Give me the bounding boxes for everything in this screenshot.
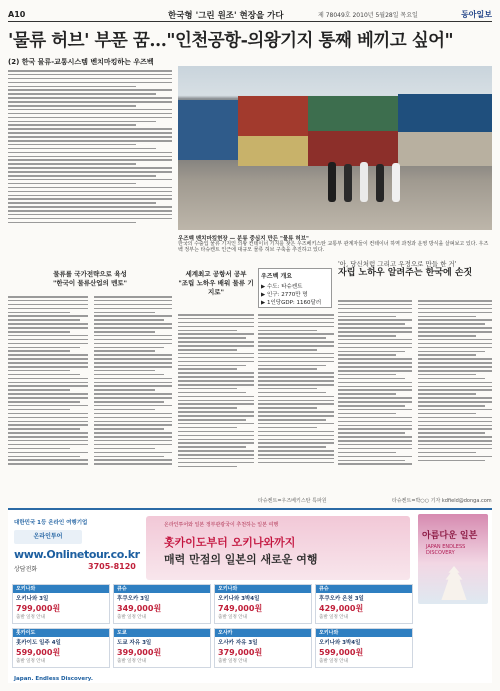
tour-note: 출발 일정 안내 [319,659,348,664]
tour-price: 349,000원 [117,604,162,613]
castle-illustration [440,566,468,600]
pull-quote-lead: '아, 당신처럼 그리고 우정으로 만들 한 거' [338,260,457,268]
byline-right: 타슈켄트=박○○ 기자 kdfield@donga.com [392,498,492,504]
ad-phone-label: 상담전화 [14,566,38,573]
ad-hero-subtitle: 매력 만점의 일본의 새로운 여행 [164,553,318,566]
tour-name: 오키나와 3일 [16,596,49,602]
section-subhead: 물류를 국가전략으로 육성 "한국이 물류산업의 멘토" [52,270,128,287]
ad-hero-tagline: 온라인투어와 일본 정부관광국이 추천하는 일본 여행 [164,522,279,528]
byline-left: 타슈켄트=우즈베키스탄 특파원 [258,498,327,504]
tour-note: 출발 일정 안내 [319,615,348,620]
ad-website-link[interactable]: www.Onlinetour.co.kr [14,548,140,561]
issue-date: 제 78049호 2010년 5월28일 목요일 [318,12,418,19]
tour-tile[interactable] [214,584,312,624]
article-photo [178,66,492,230]
tour-tile[interactable] [113,584,211,624]
pull-quote-title: 자립 노하우 알려주는 한국에 손짓 [338,268,473,279]
ad-slogan: 대한민국 1등 온라인 여행기업 [14,520,88,526]
ad-phone-number: 3705-8120 [88,562,136,571]
tour-name: 도쿄 자유 3일 [117,640,152,646]
body-text-col-1 [8,70,172,226]
country-info-box [258,268,332,308]
tour-name: 홋카이도 일주 4일 [16,640,61,646]
tour-tile[interactable] [315,628,413,668]
article-subtitle: (2) 한국 물류-교통시스템 벤치마킹하는 우즈벡 [8,58,154,66]
info-box-line: ▶ 수도: 타슈켄트 [261,284,303,290]
tour-note: 출발 일정 안내 [117,615,146,620]
ad-hero-banner [146,516,410,580]
tour-price: 799,000원 [16,604,61,613]
tour-name: 오사카 자유 3일 [218,640,258,646]
tour-region: 큐슈 [316,585,412,593]
tour-region: 오키나와 [215,585,311,593]
tour-note: 출발 일정 안내 [218,615,247,620]
info-box-line: ▶ 1인당GDP: 1160달러 [261,300,322,306]
body-text-col-6 [338,300,412,467]
tour-note: 출발 일정 안내 [16,615,45,620]
ad-side-subtitle: JAPAN ENDLESS DISCOVERY [426,544,466,556]
body-text-col-2 [8,296,88,467]
tour-tile[interactable] [12,584,110,624]
tour-note: 출발 일정 안내 [117,659,146,664]
tour-region: 홋카이도 [13,629,109,637]
body-text-col-3 [94,296,172,467]
tour-price: 599,000원 [16,648,61,657]
pull-quote [338,260,492,280]
ad-footer: Japan. Endless Discovery. [14,676,93,682]
ad-logo: 온라인투어 [14,530,82,544]
publication-name: 동아일보 [461,10,492,19]
travel-advertisement[interactable] [8,508,492,683]
tour-region: 큐슈 [114,585,210,593]
page-number: A10 [8,10,26,19]
tour-name: 후쿠오카 온천 3일 [319,596,364,602]
tour-region: 오키나와 [316,629,412,637]
tour-note: 출발 일정 안내 [16,659,45,664]
photo-caption-title: 우즈벡 벤치마킹현장 — 분류 중심지 만든 "물류 허브" [178,236,309,242]
tour-price: 429,000원 [319,604,364,613]
ad-hero-title: 홋카이도부터 오키나와까지 [164,536,296,549]
section-title: 한국형 '그린 원조' 현장을 가다 [168,11,284,21]
body-text-col-4 [178,314,254,470]
ad-side-panel [418,514,488,604]
article-headline: '물류 허브' 부푼 꿈…"인천공항-의왕기지 통째 베끼고 싶어" [8,31,454,51]
tour-price: 399,000원 [117,648,162,657]
body-text-col-7 [418,300,492,463]
tour-tile[interactable] [12,628,110,668]
tour-price: 749,000원 [218,604,263,613]
page-header [8,8,492,22]
tour-note: 출발 일정 안내 [218,659,247,664]
ad-side-title: 아름다운 일본 [422,531,478,541]
tour-region: 도쿄 [114,629,210,637]
tour-tile[interactable] [214,628,312,668]
tour-name: 오키나와 3박4일 [319,640,361,646]
tour-region: 오키나와 [13,585,109,593]
tour-tile[interactable] [113,628,211,668]
info-box-line: ▶ 인구: 2770만 명 [261,292,308,298]
tour-name: 후쿠오카 3일 [117,596,150,602]
info-box-title: 우즈벡 개요 [261,273,293,280]
tour-name: 오키나와 3박4일 [218,596,260,602]
tour-tile[interactable] [315,584,413,624]
tour-region: 오사카 [215,629,311,637]
tour-price: 599,000원 [319,648,364,657]
body-text-col-5 [258,314,334,466]
photo-caption: 한국의 수출입 물류 기지인 의왕 컨테이너 기지를 찾은 우즈베키스탄 교통부 관계자들이 컨테이너 하역 과정과 운영 방식을 살펴보고 있다. 우즈벡 정부는 타슈켄트 인근에 대규모 물류 허브 구축을 추진하고 있다. [178,241,489,253]
tour-price: 379,000원 [218,648,263,657]
section-subhead: 세계최고 공항서 공부 "조립 노하우 배워 물류 기지로" [178,270,254,296]
